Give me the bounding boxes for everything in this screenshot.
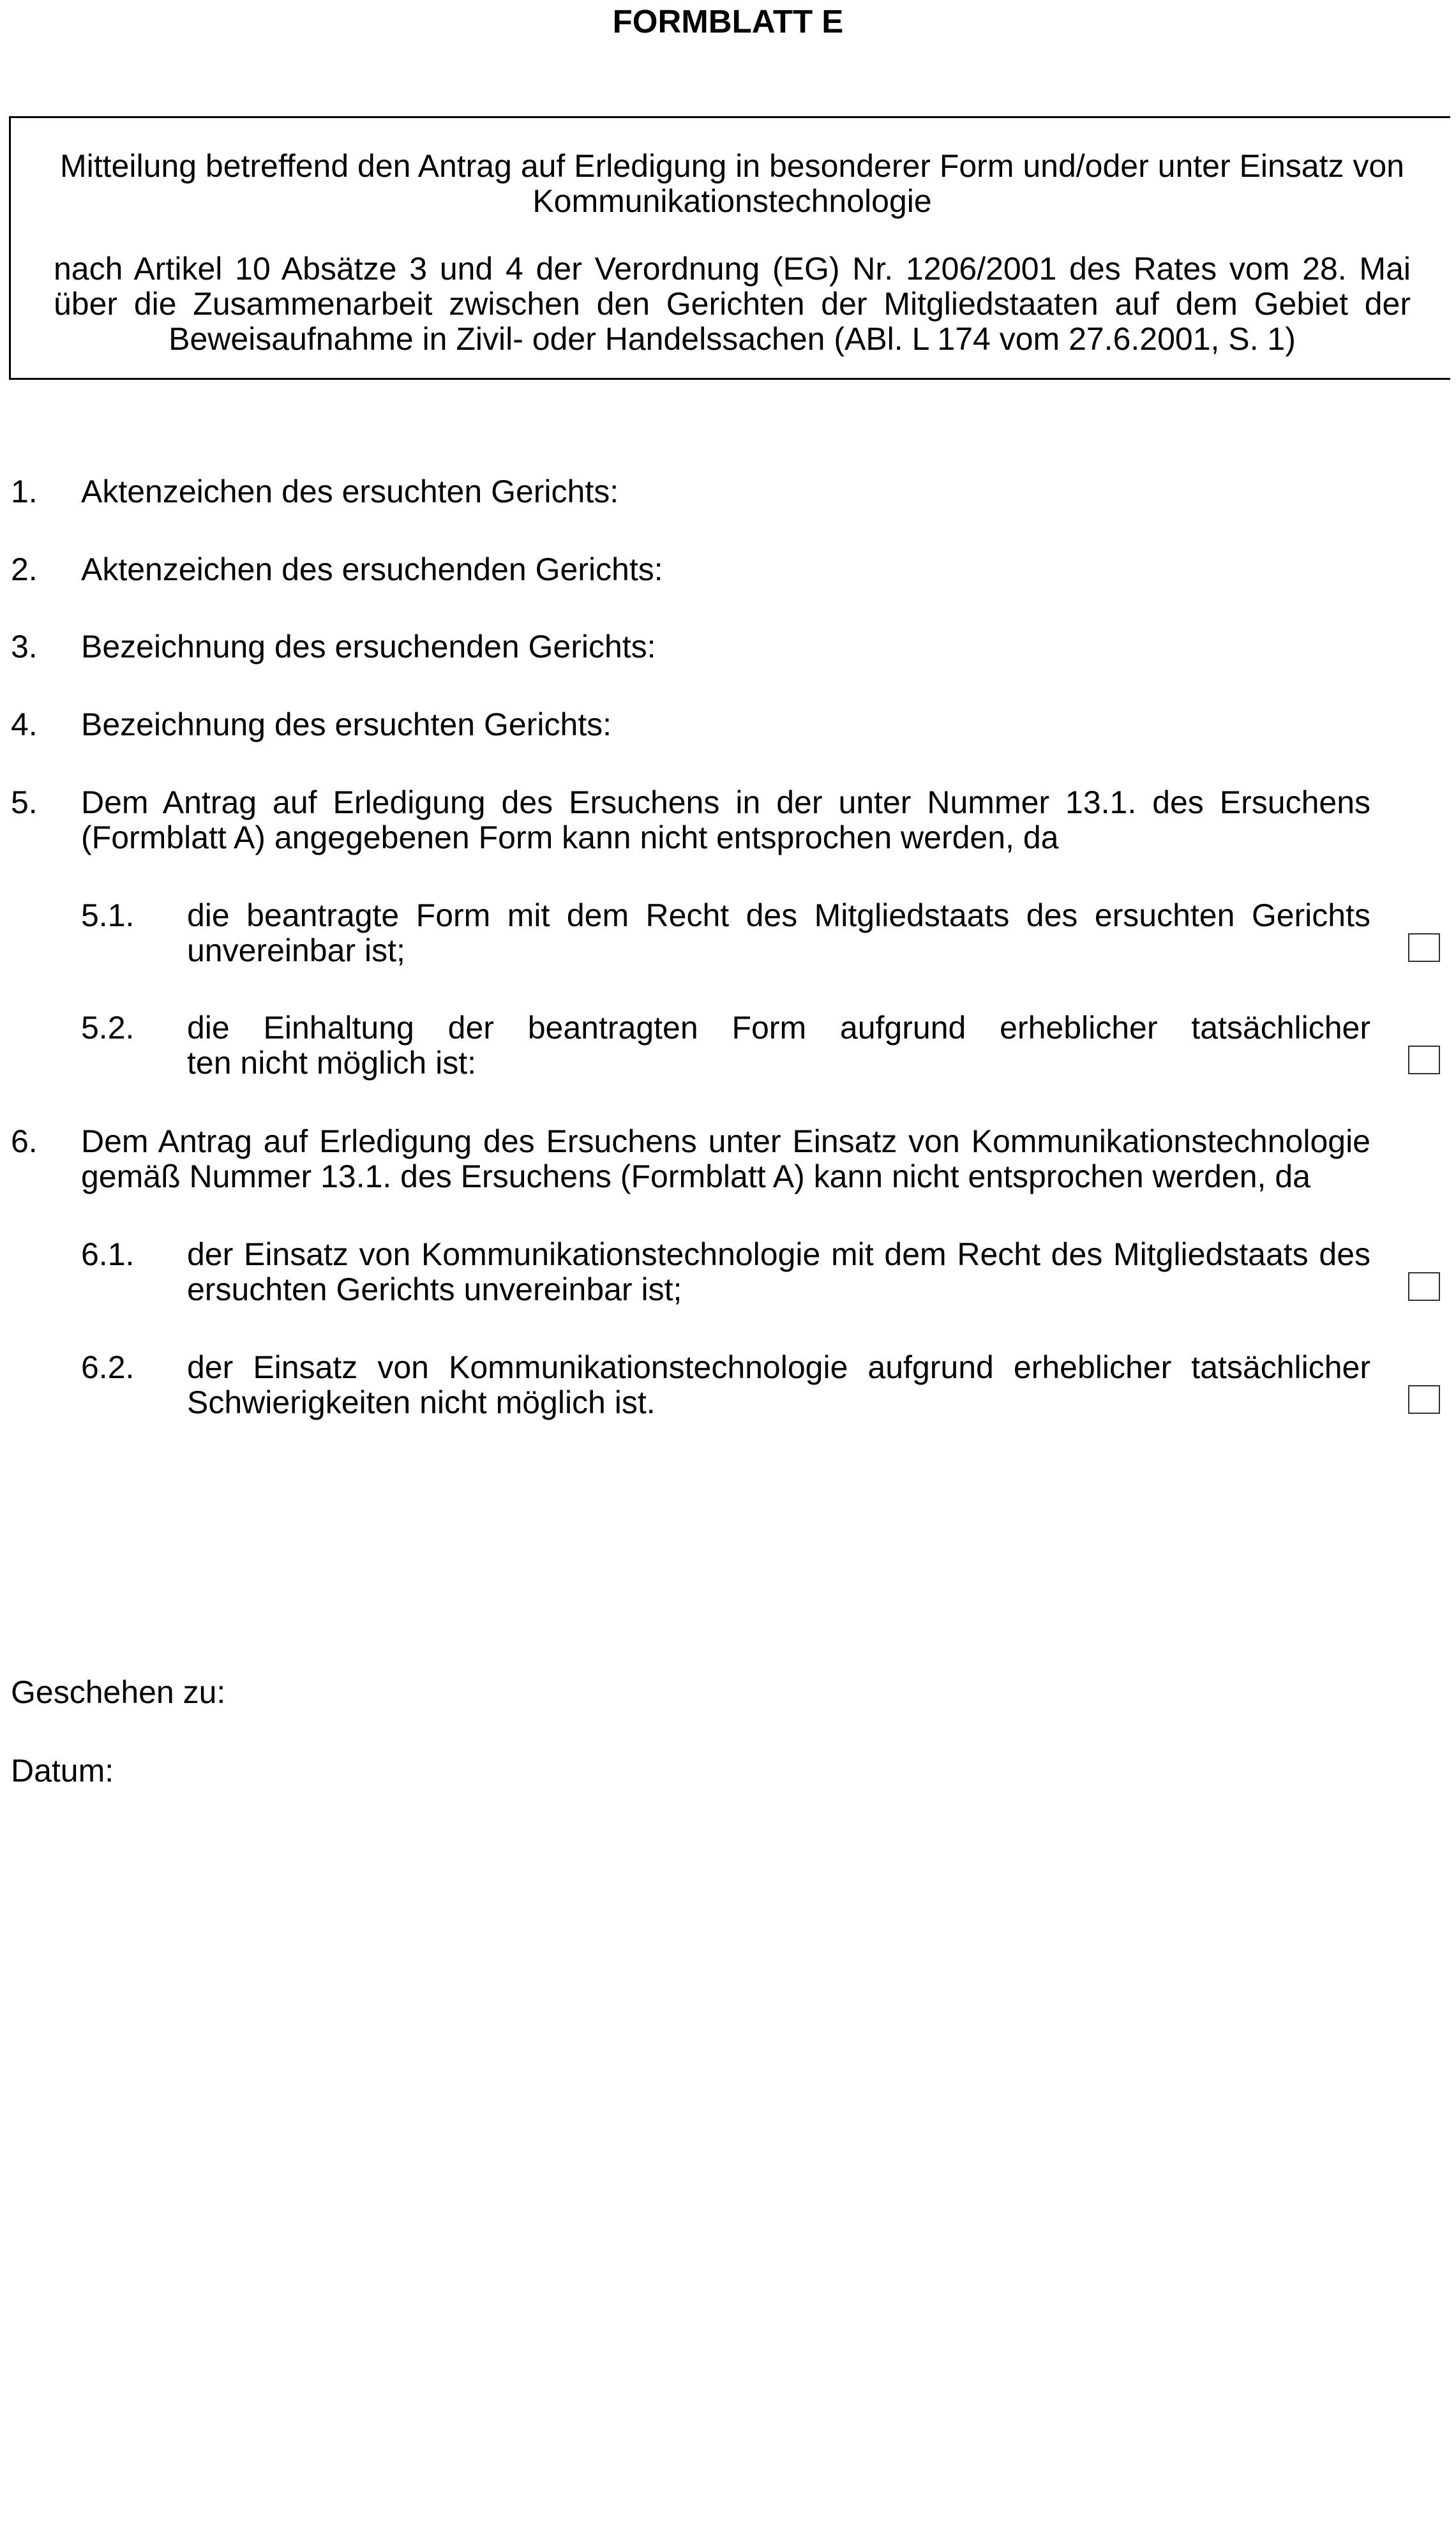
checkbox-6-2[interactable] (1408, 1385, 1440, 1414)
subitem-label-line: die Einhaltung der beantragten Form aufgrund erheblicher tatsächlicher (187, 1010, 1370, 1046)
subitem-label-line: unvereinbar ist; (187, 933, 405, 968)
item-label-line: Dem Antrag auf Erledigung des Ersuchens in der unter Nummer 13.1. des Ersuchens (81, 785, 1370, 820)
item-label-line: (Formblatt A) angegebenen Form kann nicht entsprochen werden, da (81, 820, 1059, 855)
item-number: 6. (11, 1123, 38, 1159)
date-label: Datum: (11, 1753, 114, 1789)
checkbox-6-1[interactable] (1408, 1272, 1440, 1301)
subitem-number: 6.2. (81, 1349, 135, 1385)
header-legal-basis (54, 251, 1411, 322)
header-subject (54, 149, 1411, 219)
item-label-line: Bezeichnung des ersuchenden Gerichts: (81, 629, 656, 664)
item-label (81, 552, 1370, 587)
item-label-line: Dem Antrag auf Erledigung des Ersuchens unter Einsatz von Kommunikationstechnologie (81, 1124, 1370, 1159)
item-number: 1. (11, 474, 38, 509)
header-legal-line: Beweisaufnahme in Zivil- oder Handelssachen (ABl. L 174 vom 27.6.2001, S. 1) (169, 321, 1296, 357)
header-legal-basis-last (54, 322, 1411, 357)
subitem-label-line: Schwierigkeiten nicht möglich ist. (187, 1385, 656, 1420)
item-label (81, 474, 1370, 509)
subitem-label (187, 1010, 1370, 1081)
item-label-line: Bezeichnung des ersuchten Gerichts: (81, 707, 612, 742)
checkbox-5-2[interactable] (1408, 1046, 1440, 1074)
subitem-number: 6.1. (81, 1236, 135, 1272)
form-title: FORMBLATT E (612, 3, 844, 40)
item-label-line: Aktenzeichen des ersuchenden Gerichts: (81, 552, 663, 587)
subitem-label-line: der Einsatz von Kommunikationstechnologie mit dem Recht des Mitgliedstaats des (187, 1237, 1370, 1272)
subitem-label (187, 898, 1370, 968)
item-label (81, 785, 1370, 855)
item-label (81, 1124, 1370, 1194)
item-number: 4. (11, 707, 38, 742)
subitem-label-line: der Einsatz von Kommunikationstechnologie aufgrund erheblicher tatsächlicher (187, 1350, 1370, 1385)
subitem-label (187, 1350, 1370, 1420)
item-number: 3. (11, 629, 38, 664)
header-subject-line: Mitteilung betreffend den Antrag auf Erledigung in besonderer Form und/oder unter Einsatz von (60, 148, 1404, 184)
subitem-number: 5.1. (81, 897, 135, 933)
place-label: Geschehen zu: (11, 1674, 226, 1710)
item-label (81, 629, 1370, 664)
subitem-label-line: ersuchten Gerichts unvereinbar ist; (187, 1272, 682, 1307)
header-legal-line: nach Artikel 10 Absätze 3 und 4 der Verordnung (EG) Nr. 1206/2001 des Rates vom 28. Mai (54, 251, 1411, 287)
item-label-line: gemäß Nummer 13.1. des Ersuchens (Formblatt A) kann nicht entsprochen werden, da (81, 1159, 1310, 1194)
item-label (81, 707, 1370, 742)
subitem-number: 5.2. (81, 1010, 135, 1046)
header-subject-line: Kommunikationstechnologie (532, 183, 932, 219)
subitem-label (187, 1237, 1370, 1307)
checkbox-5-1[interactable] (1408, 933, 1440, 962)
subitem-label-line: die beantragte Form mit dem Recht des Mitgliedstaats des ersuchten Gerichts (187, 898, 1370, 933)
header-legal-line: über die Zusammenarbeit zwischen den Gerichten der Mitgliedstaaten auf dem Gebiet der (54, 287, 1411, 322)
item-number: 2. (11, 552, 38, 587)
subitem-label-line: ten nicht möglich ist: (187, 1046, 476, 1081)
item-label-line: Aktenzeichen des ersuchten Gerichts: (81, 474, 619, 509)
item-number: 5. (11, 784, 38, 820)
